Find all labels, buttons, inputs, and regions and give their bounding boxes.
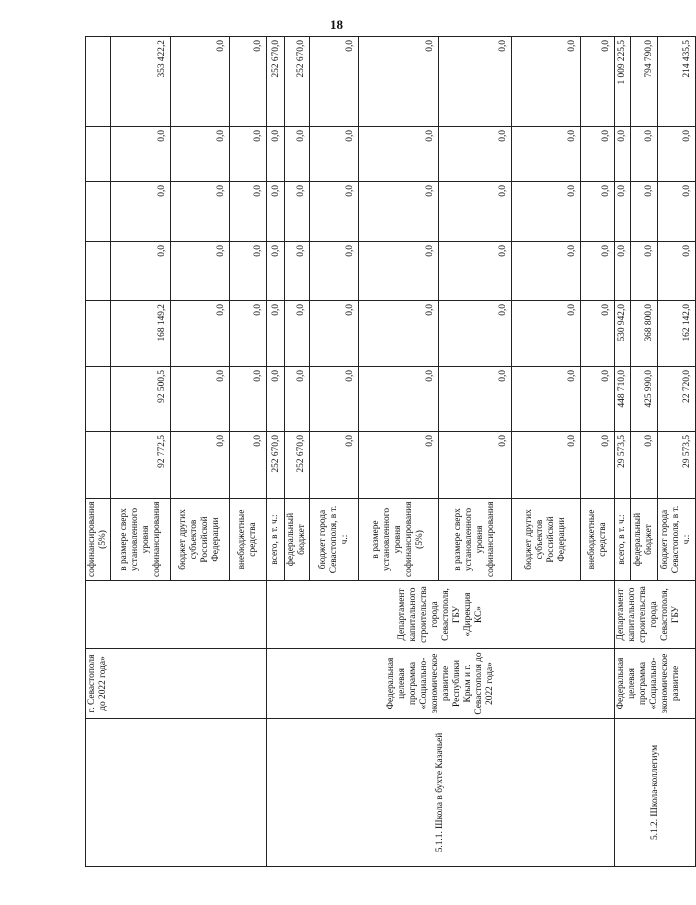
cell-label: всего, в т. ч.: bbox=[615, 499, 631, 581]
cell-label: в размере установленного уровня софинансирования (5%) bbox=[359, 499, 439, 581]
cell-value: 0,0 bbox=[111, 182, 171, 242]
cell-value: 0,0 bbox=[631, 182, 658, 242]
cell-executor: Департамент капитального строительства города Севастополя, ГБУ «Дирекция КС» bbox=[267, 581, 615, 649]
cell-program: Федеральная целевая программа «Социально-экономическое развитие bbox=[615, 649, 696, 719]
cell-value: 368 800,0 bbox=[631, 301, 658, 367]
cell-value: 0,0 bbox=[171, 432, 230, 499]
cell-value: 0,0 bbox=[581, 127, 615, 182]
cell-label: федеральный бюджет bbox=[285, 499, 310, 581]
cell-label: бюджет других субъектов Российской Федерации bbox=[512, 499, 581, 581]
cell-value: 0,0 bbox=[631, 127, 658, 182]
cell-value: 0,0 bbox=[230, 432, 267, 499]
cell-value: 0,0 bbox=[171, 301, 230, 367]
cell-value: 29 573,5 bbox=[615, 432, 631, 499]
cell-value: 0,0 bbox=[359, 127, 439, 182]
cell-label: в размере сверх установленного уровня софинансирования bbox=[439, 499, 512, 581]
cell-empty bbox=[86, 581, 267, 649]
cell-value: 0,0 bbox=[230, 37, 267, 127]
cell-value: 0,0 bbox=[631, 242, 658, 301]
cell-value: 0,0 bbox=[512, 242, 581, 301]
cell-value: 0,0 bbox=[439, 367, 512, 432]
cell-item-name: 5.1.1. Школа в бухте Казачьей bbox=[267, 719, 615, 867]
table-row bbox=[267, 37, 285, 867]
cell-value: 0,0 bbox=[439, 127, 512, 182]
cell-value: 0,0 bbox=[615, 242, 631, 301]
cell-value: 794 790,0 bbox=[631, 37, 658, 127]
cell-value: 0,0 bbox=[658, 127, 696, 182]
cell-value: 0,0 bbox=[310, 242, 359, 301]
cell-value: 0,0 bbox=[581, 432, 615, 499]
cell-value: 0,0 bbox=[285, 301, 310, 367]
cell-value: 0,0 bbox=[171, 37, 230, 127]
cell-value: 0,0 bbox=[171, 127, 230, 182]
cell-value: 0,0 bbox=[310, 37, 359, 127]
cell-value: 162 142,0 bbox=[658, 301, 696, 367]
cell-value: 0,0 bbox=[267, 301, 285, 367]
cell-value: 0,0 bbox=[439, 182, 512, 242]
budget-table bbox=[85, 36, 696, 867]
cell-value: 0,0 bbox=[285, 367, 310, 432]
cell-value: 0,0 bbox=[439, 432, 512, 499]
cell-item-name: 5.1.2. Школа-коллегиум bbox=[615, 719, 696, 867]
cell-value: 0,0 bbox=[439, 37, 512, 127]
cell-value: 0,0 bbox=[171, 182, 230, 242]
cell-value: 425 990,0 bbox=[631, 367, 658, 432]
page-number: 18 bbox=[330, 17, 343, 32]
cell-value: 0,0 bbox=[658, 182, 696, 242]
cell-value: 0,0 bbox=[310, 367, 359, 432]
cell-value: 0,0 bbox=[512, 127, 581, 182]
cell-value: 0,0 bbox=[581, 367, 615, 432]
cell-value: 0,0 bbox=[310, 432, 359, 499]
cell-label: всего, в т. ч.: bbox=[267, 499, 285, 581]
cell-value: 0,0 bbox=[359, 432, 439, 499]
table-row bbox=[86, 37, 111, 867]
cell-value: 0,0 bbox=[285, 182, 310, 242]
cell-value: 0,0 bbox=[359, 182, 439, 242]
cell-value: 0,0 bbox=[581, 301, 615, 367]
cell-value: 0,0 bbox=[439, 242, 512, 301]
cell-value: 0,0 bbox=[359, 367, 439, 432]
cell-executor: Департамент капитального строительства города Севастополя, ГБУ bbox=[615, 581, 696, 649]
cell-value: 0,0 bbox=[267, 127, 285, 182]
budget-table-rotated bbox=[85, 37, 692, 867]
cell-value: 0,0 bbox=[230, 182, 267, 242]
cell-value: 448 710,0 bbox=[615, 367, 631, 432]
cell-value: 0,0 bbox=[615, 182, 631, 242]
cell-value: 1 009 225,5 bbox=[615, 37, 631, 127]
cell-value: 353 422,2 bbox=[111, 37, 171, 127]
cell-program: Федеральная целевая программа «Социально-экономическое развитие Республики Крым и г. Севастополя до 2022 года» bbox=[267, 649, 615, 719]
cell-label: бюджет других субъектов Российской Федерации bbox=[171, 499, 230, 581]
cell-value: 214 435,5 bbox=[658, 37, 696, 127]
cell-value: 92 772,5 bbox=[111, 432, 171, 499]
cell-label: в размере сверх установленного уровня софинансирования bbox=[111, 499, 171, 581]
cell-value: 0,0 bbox=[111, 242, 171, 301]
cell-label: внебюджетные средства bbox=[581, 499, 615, 581]
cell-value: 252 670,0 bbox=[285, 37, 310, 127]
cell-value: 0,0 bbox=[230, 301, 267, 367]
cell-value: 0,0 bbox=[615, 127, 631, 182]
cell-value: 0,0 bbox=[581, 182, 615, 242]
cell-value: 0,0 bbox=[658, 242, 696, 301]
cell-value: 0,0 bbox=[512, 432, 581, 499]
cell-label: бюджет города Севастополя, в т. ч.: bbox=[658, 499, 696, 581]
cell-value: 0,0 bbox=[285, 127, 310, 182]
cell-value: 0,0 bbox=[171, 242, 230, 301]
cell-value: 0,0 bbox=[230, 127, 267, 182]
cell-value: 252 670,0 bbox=[267, 37, 285, 127]
cell-label: бюджет города Севастополя, в т. ч.: bbox=[310, 499, 359, 581]
cell-value: 168 149,2 bbox=[111, 301, 171, 367]
cell-value: 0,0 bbox=[581, 37, 615, 127]
cell-program-continued: г. Севастополя до 2022 года» bbox=[86, 649, 267, 719]
cell-value: 530 942,0 bbox=[615, 301, 631, 367]
cell-value: 0,0 bbox=[359, 37, 439, 127]
cell-value: 0,0 bbox=[267, 242, 285, 301]
cell-value: 0,0 bbox=[171, 367, 230, 432]
cell-empty bbox=[86, 719, 267, 867]
cell-label: софинансирования (5%) bbox=[86, 499, 111, 581]
cell-value: 0,0 bbox=[631, 432, 658, 499]
cell-value: 0,0 bbox=[267, 182, 285, 242]
table-row bbox=[615, 37, 631, 867]
cell-value: 0,0 bbox=[230, 367, 267, 432]
cell-label: внебюджетные средства bbox=[230, 499, 267, 581]
cell-value: 0,0 bbox=[512, 301, 581, 367]
cell-value: 252 670,0 bbox=[267, 432, 285, 499]
cell-value: 22 720,0 bbox=[658, 367, 696, 432]
cell-value: 0,0 bbox=[111, 127, 171, 182]
cell-value: 0,0 bbox=[285, 242, 310, 301]
cell-value: 0,0 bbox=[439, 301, 512, 367]
cell-value: 0,0 bbox=[581, 242, 615, 301]
cell-label: федеральный бюджет bbox=[631, 499, 658, 581]
cell-value: 0,0 bbox=[267, 367, 285, 432]
cell-value: 0,0 bbox=[230, 242, 267, 301]
cell-value: 0,0 bbox=[512, 37, 581, 127]
cell-value: 92 500,5 bbox=[111, 367, 171, 432]
cell-value: 0,0 bbox=[310, 127, 359, 182]
cell-value: 252 670,0 bbox=[285, 432, 310, 499]
cell-value: 0,0 bbox=[512, 367, 581, 432]
cell-value: 29 573,5 bbox=[658, 432, 696, 499]
cell-value: 0,0 bbox=[359, 301, 439, 367]
cell-value: 0,0 bbox=[310, 182, 359, 242]
cell-value: 0,0 bbox=[512, 182, 581, 242]
cell-value: 0,0 bbox=[310, 301, 359, 367]
cell-value: 0,0 bbox=[359, 242, 439, 301]
